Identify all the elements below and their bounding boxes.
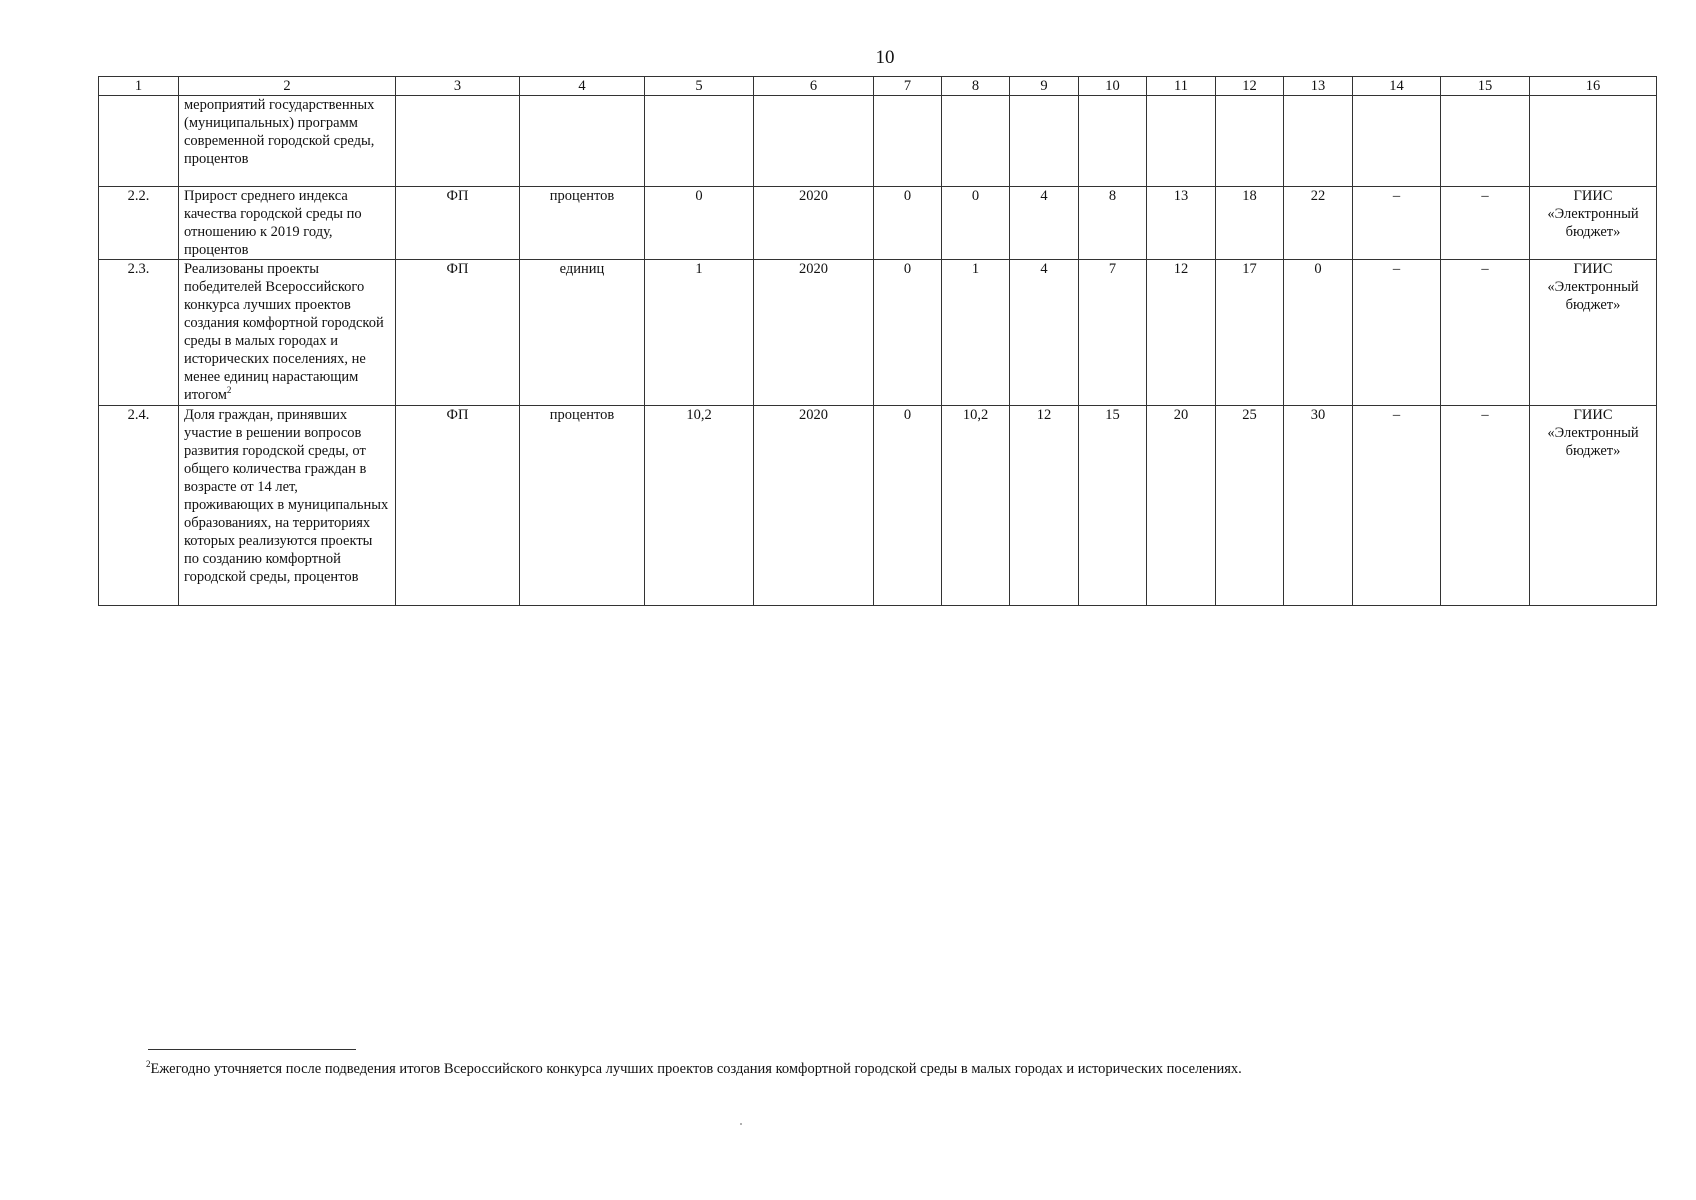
table-row: [99, 187, 1657, 260]
column-header: 15: [1441, 77, 1530, 96]
page-number: 10: [875, 47, 895, 68]
value-cell: 0: [874, 187, 942, 260]
footnote: [146, 1060, 1646, 1078]
value-cell: –: [1441, 406, 1530, 606]
column-header: 16: [1530, 77, 1657, 96]
column-header: 13: [1284, 77, 1353, 96]
table-row: [99, 260, 1657, 406]
column-header: 12: [1216, 77, 1284, 96]
base-year-cell: 2020: [754, 406, 874, 606]
value-cell: 4: [1010, 187, 1079, 260]
base-value-cell: [645, 96, 754, 187]
source-cell: [1530, 96, 1657, 187]
column-header: 2: [179, 77, 396, 96]
value-cell: 22: [1284, 187, 1353, 260]
unit-cell: [520, 96, 645, 187]
value-cell: 25: [1216, 406, 1284, 606]
value-cell: –: [1441, 187, 1530, 260]
base-year-cell: 2020: [754, 187, 874, 260]
column-header: 14: [1353, 77, 1441, 96]
value-cell: 18: [1216, 187, 1284, 260]
unit-cell: процентов: [520, 406, 645, 606]
row-number: [99, 96, 179, 187]
column-header: 7: [874, 77, 942, 96]
column-header: 1: [99, 77, 179, 96]
row-number: 2.2.: [99, 187, 179, 260]
value-cell: [1010, 96, 1079, 187]
column-header: 9: [1010, 77, 1079, 96]
value-cell: –: [1441, 260, 1530, 406]
row-number: 2.4.: [99, 406, 179, 606]
column-header: 11: [1147, 77, 1216, 96]
column-header: 6: [754, 77, 874, 96]
value-cell: 0: [1284, 260, 1353, 406]
value-cell: [1441, 96, 1530, 187]
indicator-name: Реализованы проекты победителей Всероссийского конкурса лучших проектов создания комфортной городской среды в малых городах и исторических поселениях, не менее единиц нарастающим итогом$^2$: [179, 260, 396, 406]
value-cell: [874, 96, 942, 187]
column-number-row: [99, 77, 1657, 96]
footnote-divider: [148, 1049, 356, 1050]
value-cell: –: [1353, 260, 1441, 406]
column-header: 3: [396, 77, 520, 96]
value-cell: 8: [1079, 187, 1147, 260]
value-cell: [1284, 96, 1353, 187]
value-cell: 30: [1284, 406, 1353, 606]
base-value-cell: 0: [645, 187, 754, 260]
value-cell: [1216, 96, 1284, 187]
source-cell: ГИИС «Электронный бюджет»: [1530, 187, 1657, 260]
value-cell: –: [1353, 406, 1441, 606]
footnote-ref: 2: [226, 385, 232, 396]
value-cell: 4: [1010, 260, 1079, 406]
footnote-text: Ежегодно уточняется после подведения итогов Всероссийского конкурса лучших проектов создания комфортной городской среды в малых городах и исторических поселениях.: [150, 1061, 1242, 1077]
value-cell: 7: [1079, 260, 1147, 406]
table-row: [99, 406, 1657, 606]
value-cell: 0: [874, 406, 942, 606]
column-header: 5: [645, 77, 754, 96]
value-cell: [1353, 96, 1441, 187]
table-row: [99, 96, 1657, 187]
value-cell: –: [1353, 187, 1441, 260]
base-year-cell: [754, 96, 874, 187]
base-value-cell: 1: [645, 260, 754, 406]
value-cell: [1147, 96, 1216, 187]
base-value-cell: 10,2: [645, 406, 754, 606]
column-header: 4: [520, 77, 645, 96]
indicator-name: Прирост среднего индекса качества городской среды по отношению к 2019 году, процентов: [179, 187, 396, 260]
value-cell: 13: [1147, 187, 1216, 260]
row-number: 2.3.: [99, 260, 179, 406]
column-header: 10: [1079, 77, 1147, 96]
indicators-table: [98, 76, 1657, 606]
value-cell: 10,2: [942, 406, 1010, 606]
value-cell: 20: [1147, 406, 1216, 606]
value-cell: 1: [942, 260, 1010, 406]
level-cell: ФП: [396, 260, 520, 406]
unit-cell: единиц: [520, 260, 645, 406]
value-cell: 12: [1010, 406, 1079, 606]
value-cell: 12: [1147, 260, 1216, 406]
value-cell: 15: [1079, 406, 1147, 606]
scan-speck: [740, 1123, 742, 1125]
indicator-name: мероприятий государственных (муниципальных) программ современной городской среды, процентов: [179, 96, 396, 187]
value-cell: 0: [942, 187, 1010, 260]
unit-cell: процентов: [520, 187, 645, 260]
indicator-name: Доля граждан, принявших участие в решении вопросов развития городской среды, от общего количества граждан в возрасте от 14 лет, проживающих в муниципальных образованиях, на территориях которых реализуются проекты по созданию комфортной городской среды, процентов: [179, 406, 396, 606]
column-header: 8: [942, 77, 1010, 96]
base-year-cell: 2020: [754, 260, 874, 406]
level-cell: [396, 96, 520, 187]
footnote-marker: 2: [146, 1059, 151, 1070]
source-cell: ГИИС «Электронный бюджет»: [1530, 406, 1657, 606]
value-cell: 0: [874, 260, 942, 406]
level-cell: ФП: [396, 406, 520, 606]
source-cell: ГИИС «Электронный бюджет»: [1530, 260, 1657, 406]
value-cell: [942, 96, 1010, 187]
value-cell: 17: [1216, 260, 1284, 406]
level-cell: ФП: [396, 187, 520, 260]
value-cell: [1079, 96, 1147, 187]
